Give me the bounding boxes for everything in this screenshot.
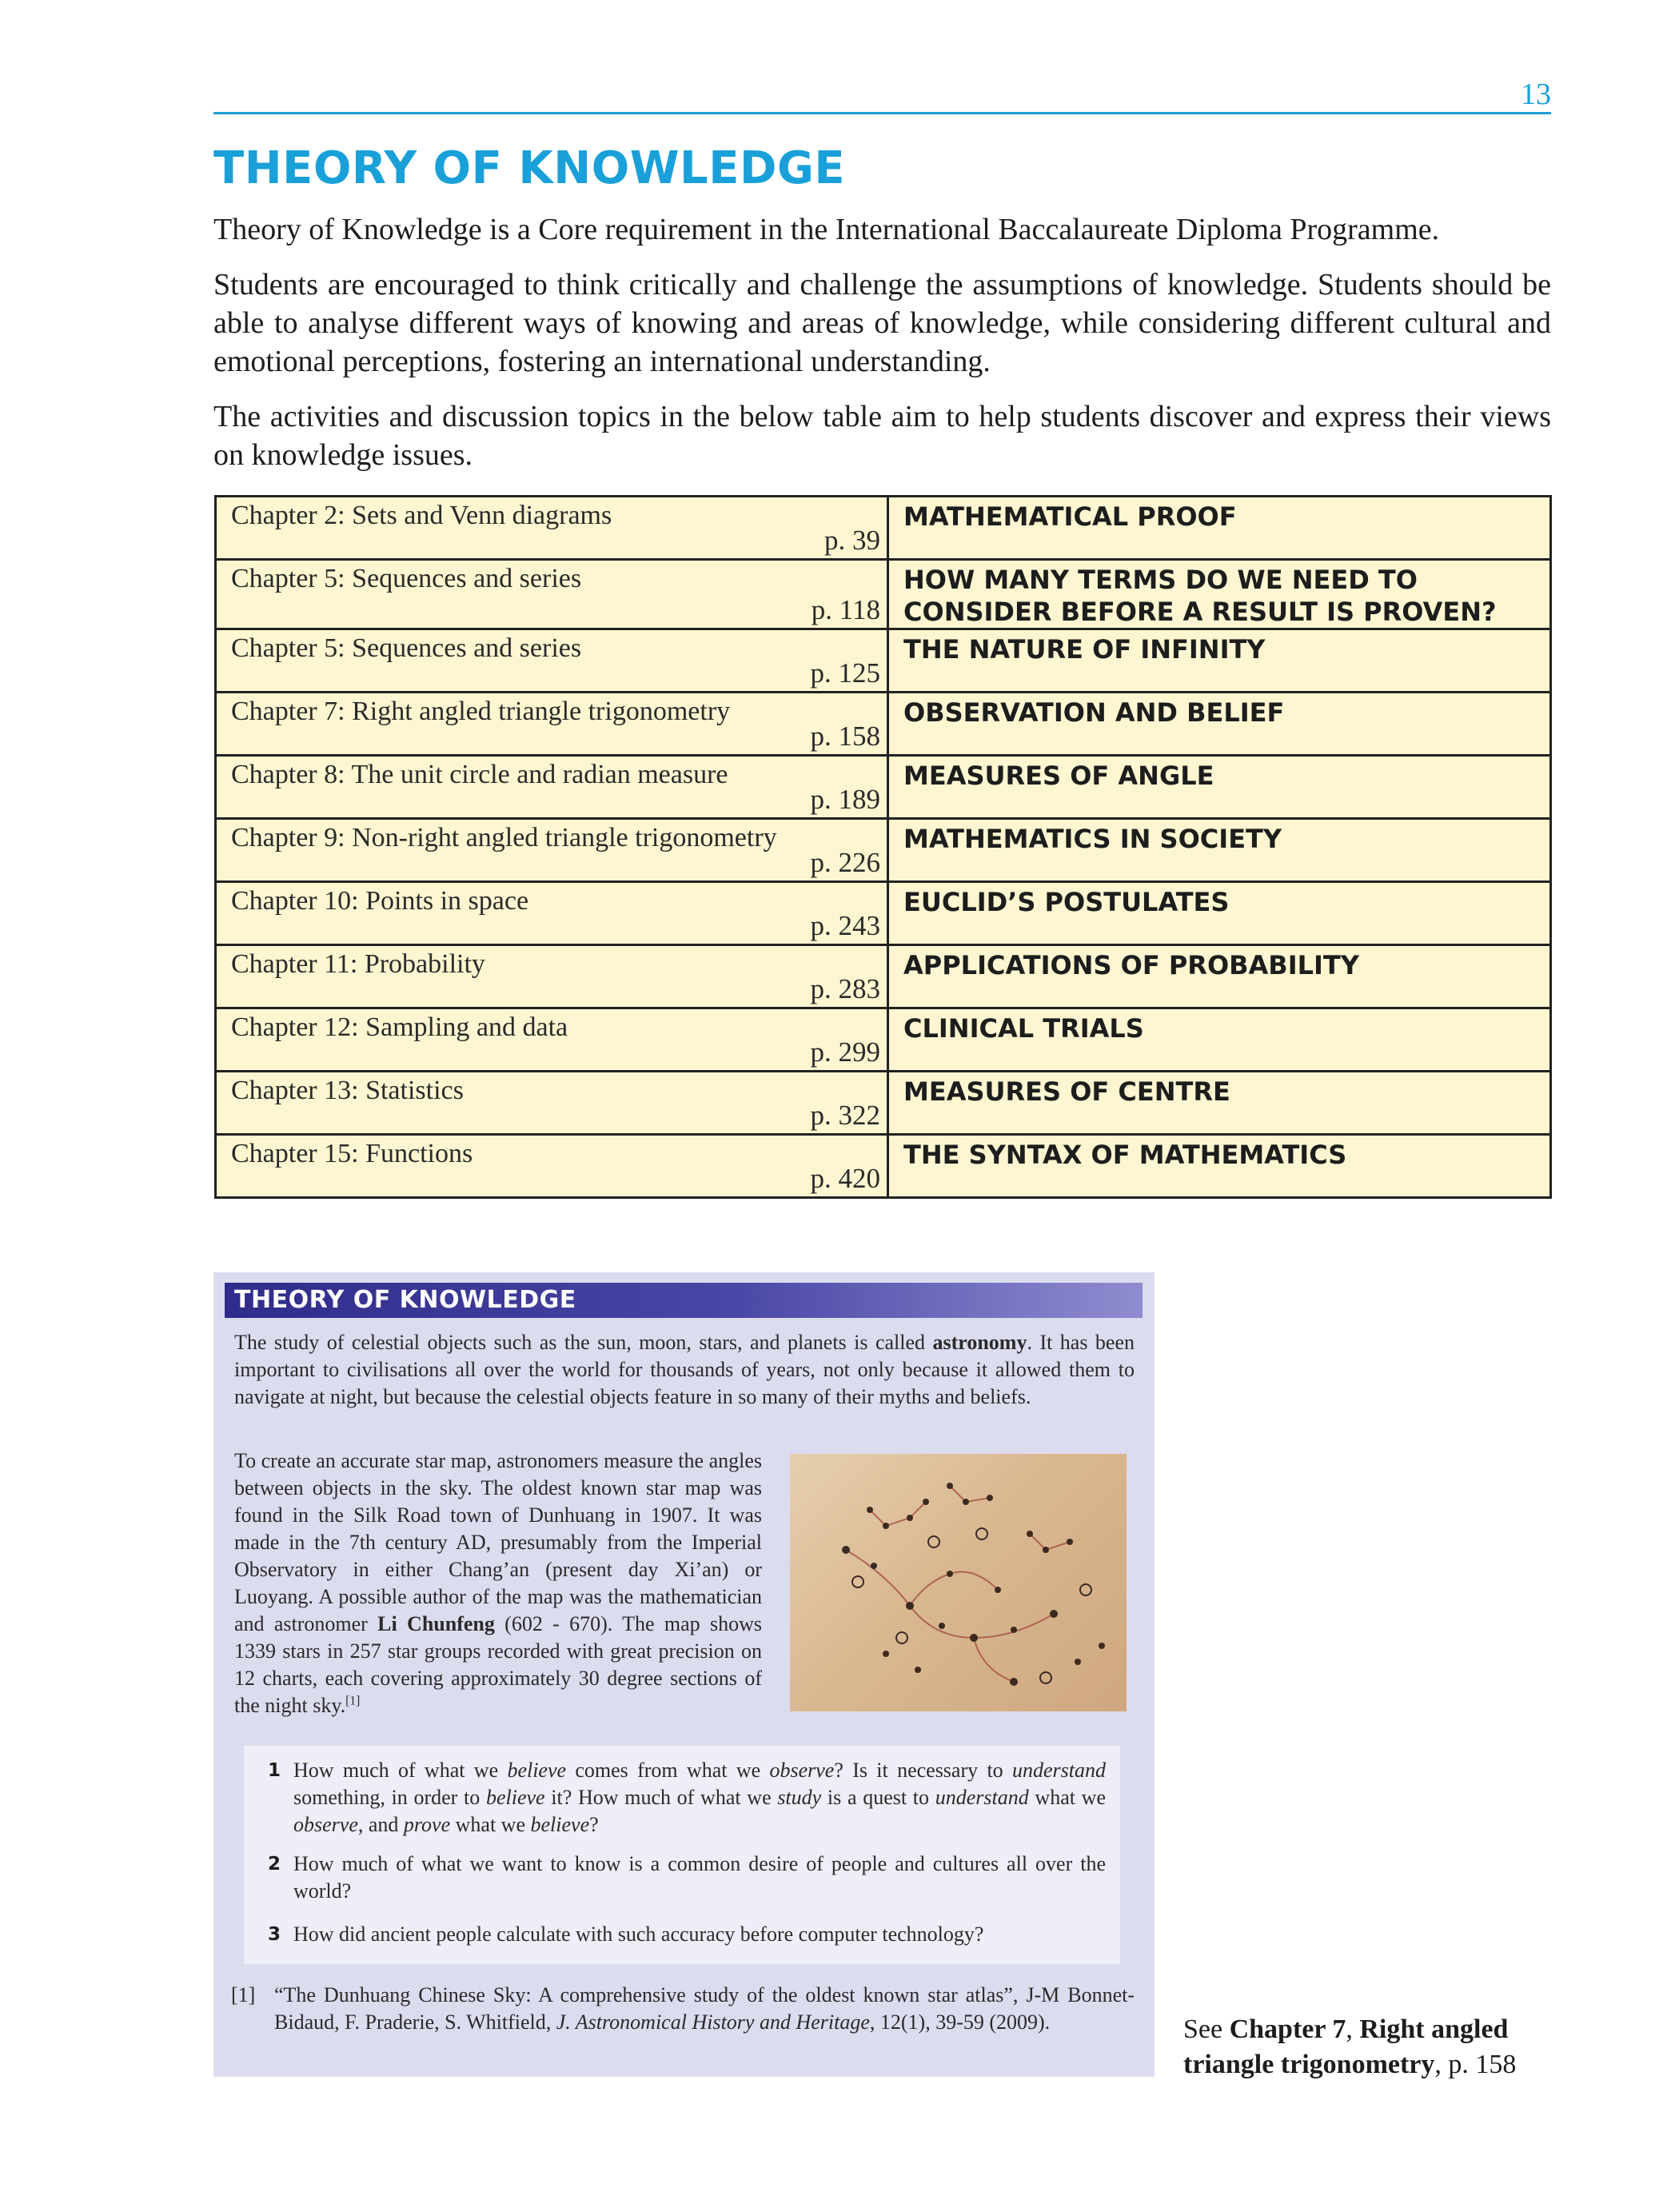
- tok-topic: EUCLID’S POSTULATES: [903, 887, 1230, 917]
- question-text: How did ancient people calculate with such accuracy before computer technology?: [293, 1923, 984, 1946]
- tok-topic: MATHEMATICAL PROOF: [903, 501, 1237, 532]
- emphasis: believe: [507, 1759, 567, 1782]
- tok-box-title: THEORY OF KNOWLEDGE: [234, 1286, 576, 1314]
- page-number: 13: [1521, 78, 1551, 111]
- discussion-questions: [244, 1746, 1120, 1964]
- emphasis: observe: [769, 1759, 835, 1782]
- text-run: , and: [357, 1813, 404, 1836]
- table-row: [216, 945, 1551, 1008]
- table-row: [216, 1135, 1551, 1198]
- page-reference: p. 226: [810, 847, 880, 878]
- tok-topic: MEASURES OF CENTRE: [903, 1076, 1230, 1107]
- chapter-name: Chapter 5: Sequences and series: [231, 633, 582, 663]
- text-run: “The Dunhuang Chinese Sky: A comprehensive study of the oldest known star atlas”, J-M Bonnet-Bidaud, F. Praderie, S. Whitfield,: [274, 1983, 1135, 2034]
- table-row: [216, 756, 1551, 819]
- table-row: [216, 1008, 1551, 1072]
- chapter-name: Chapter 11: Probability: [231, 949, 485, 979]
- chapter-cell: [216, 560, 888, 629]
- chapter-name: Chapter 7: Right angled triangle trigonometry: [231, 697, 731, 726]
- text-run: How much of what we: [293, 1759, 508, 1782]
- question-text: How much of what we want to know is a common desire of people and cultures all over the world?: [293, 1852, 1106, 1903]
- page-reference: p. 118: [811, 594, 880, 625]
- chapter-name: Chapter 10: Points in space: [231, 886, 529, 916]
- astronomy-paragraph: [234, 1329, 1135, 1411]
- text-run: . It has been important to civilisations all over the world for thousands of years, not only because it allowed them to navigate at night, but because the celestial objects feature in so many of their myths and beliefs.: [234, 1331, 1135, 1408]
- chapter-cell: [216, 882, 888, 945]
- text-run: what we: [1028, 1786, 1106, 1809]
- cross-reference-note: [1183, 2012, 1559, 2082]
- text-run: , 12(1), 39-59 (2009).: [869, 2010, 1051, 2034]
- tok-topic: APPLICATIONS OF PROBABILITY: [903, 950, 1359, 980]
- intro-paragraph-2: Students are encouraged to think critically and challenge the assumptions of knowledge. Students should be able to analyse different ways of knowing and areas of knowledge, while considering different cultural and emotional perceptions, fostering an international understanding.: [213, 268, 1551, 378]
- key-term: astronomy: [932, 1331, 1027, 1354]
- page-heading: THEORY OF KNOWLEDGE: [213, 142, 846, 194]
- question-number: 3: [267, 1924, 281, 1945]
- emphasis: believe: [485, 1786, 545, 1809]
- person-name: Li Chunfeng: [377, 1612, 495, 1635]
- question-item: [244, 1851, 1120, 1905]
- chapter-reference: Chapter 7: [1229, 2014, 1346, 2044]
- emphasis: observe: [293, 1813, 358, 1836]
- chapter-cell: [216, 1072, 888, 1135]
- chapter-name: Chapter 9: Non-right angled triangle trigonometry: [231, 823, 777, 852]
- page-reference: p. 299: [810, 1036, 880, 1068]
- text-run: To create an accurate star map, astronomers measure the angles between objects in the sky. The oldest known star map was found in the Silk Road town of Dunhuang in 1907. It was made in the 7th century AD, presumably from the Imperial Observatory in either Chang’an (present day Xi’an) or Luoyang. A possible author of the map was the mathematician and astronomer: [234, 1449, 762, 1635]
- text-run: , p. 158: [1434, 2050, 1517, 2079]
- emphasis: believe: [530, 1813, 590, 1836]
- star-map-paragraph: [234, 1447, 762, 1719]
- page-reference: p. 125: [810, 657, 880, 689]
- text-run: (602 - 670). The map shows 1339 stars in 257 star groups recorded with great precision on 12 charts, each covering approximately 30 degree sections of the night sky.: [234, 1612, 762, 1717]
- text-run: it? How much of what we: [544, 1786, 778, 1809]
- page-reference: p. 243: [810, 910, 880, 941]
- footnote-text: [274, 1982, 1135, 2036]
- tok-topic: MEASURES OF ANGLE: [903, 761, 1214, 791]
- chapter-name: Chapter 12: Sampling and data: [231, 1012, 568, 1042]
- chapter-cell: [216, 945, 888, 1008]
- text-run: comes from what we: [566, 1759, 770, 1782]
- page-reference: p. 283: [810, 973, 880, 1004]
- star-chart-illustration: [790, 1454, 1127, 1711]
- chapter-name: Chapter 5: Sequences and series: [231, 564, 582, 593]
- table-row: [216, 1072, 1551, 1135]
- page-reference: p. 420: [810, 1163, 880, 1194]
- page-reference: p. 322: [810, 1100, 880, 1131]
- page-reference: p. 158: [810, 721, 880, 752]
- tok-topic: MATHEMATICS IN SOCIETY: [903, 824, 1282, 854]
- text-run: ,: [1346, 2014, 1360, 2044]
- tok-topic: OBSERVATION AND BELIEF: [903, 697, 1285, 728]
- text-run: See: [1183, 2014, 1230, 2044]
- question-text: [293, 1757, 1106, 1839]
- chapter-cell: [216, 1008, 888, 1072]
- intro-paragraph-1: Theory of Knowledge is a Core requirement in the International Baccalaureate Diploma Programme.: [213, 213, 1440, 246]
- header-rule: [213, 112, 1551, 114]
- question-number: 2: [267, 1854, 281, 1875]
- tok-box-banner: [225, 1283, 1143, 1318]
- tok-topic: CLINICAL TRIALS: [903, 1013, 1144, 1044]
- page-reference: p. 189: [810, 784, 880, 815]
- intro-paragraph-3: The activities and discussion topics in the below table aim to help students discover and express their views on knowledge issues.: [213, 400, 1551, 472]
- chapter-cell: [216, 1135, 888, 1198]
- chapter-name: Chapter 8: The unit circle and radian measure: [231, 760, 728, 789]
- page-reference: p. 39: [824, 525, 880, 556]
- tok-box: [213, 1272, 1155, 2077]
- table-row: [216, 560, 1551, 629]
- tok-topic: THE NATURE OF INFINITY: [903, 634, 1266, 665]
- chapter-name: Chapter 2: Sets and Venn diagrams: [231, 501, 612, 530]
- table-row: [216, 629, 1551, 693]
- table-row: [216, 693, 1551, 756]
- text-run: ? Is it necessary to: [834, 1759, 1012, 1782]
- chapter-title: Right angled triangle trigonometry: [1183, 2014, 1509, 2079]
- table-row: [216, 882, 1551, 945]
- text-run: what we: [450, 1813, 531, 1836]
- emphasis: study: [777, 1786, 822, 1809]
- tok-topic: HOW MANY TERMS DO WE NEED TO CONSIDER BEFORE A RESULT IS PROVEN?: [903, 565, 1497, 627]
- text-run: ?: [589, 1813, 599, 1836]
- dunhuang-star-map-image: [790, 1454, 1127, 1711]
- emphasis: understand: [1012, 1759, 1106, 1782]
- emphasis: prove: [403, 1813, 451, 1836]
- table-row: [216, 497, 1551, 560]
- question-item: [244, 1921, 1120, 1948]
- footnote-reference: [1]: [345, 1694, 361, 1708]
- tok-topics-table: [214, 495, 1552, 1199]
- text-run: The study of celestial objects such as the sun, moon, stars, and planets is called: [234, 1331, 933, 1354]
- chapter-cell: [216, 629, 888, 693]
- text-run: something, in order to: [293, 1786, 486, 1809]
- chapter-cell: [216, 693, 888, 756]
- chapter-cell: [216, 819, 888, 882]
- tok-topic: THE SYNTAX OF MATHEMATICS: [903, 1140, 1347, 1170]
- chapter-name: Chapter 15: Functions: [231, 1139, 473, 1168]
- footnote-mark: [1]: [231, 1983, 256, 2006]
- chapter-cell: [216, 497, 888, 560]
- chapter-name: Chapter 13: Statistics: [231, 1076, 464, 1105]
- chapter-cell: [216, 756, 888, 819]
- question-item: [244, 1757, 1120, 1839]
- table-row: [216, 819, 1551, 882]
- journal-title: J. Astronomical History and Heritage: [556, 2010, 870, 2034]
- question-number: 1: [267, 1760, 281, 1781]
- footnote: [231, 1982, 1136, 2036]
- text-run: is a quest to: [821, 1786, 935, 1809]
- emphasis: understand: [935, 1786, 1029, 1809]
